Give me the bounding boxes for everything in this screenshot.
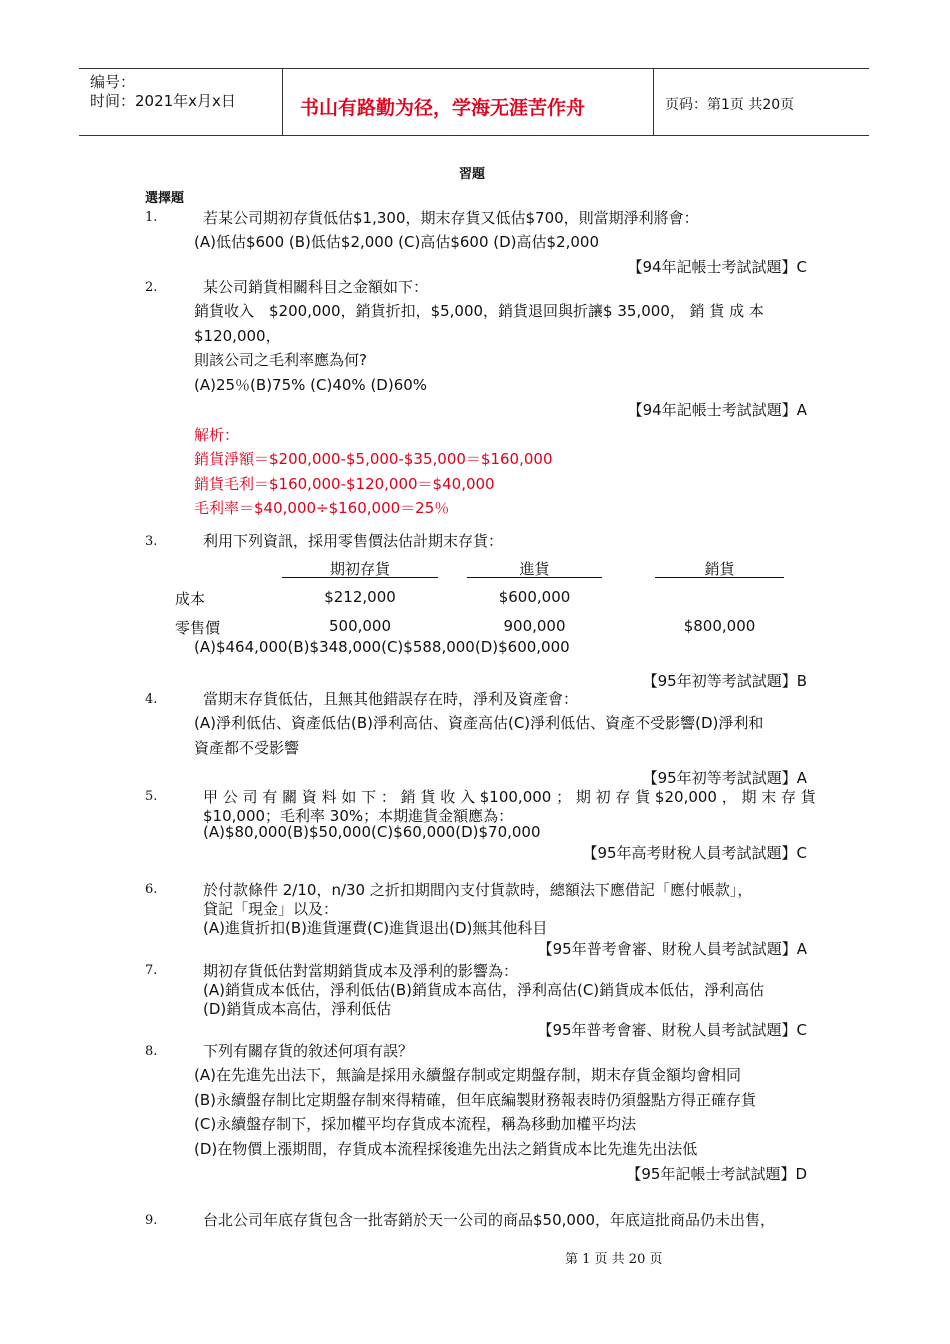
table-cell: $212,000 [324,588,396,606]
section-heading: 選擇題 [145,191,185,206]
table-row-label: 成本 [175,590,206,608]
question-number: 5. [145,789,158,804]
question-number: 1. [145,210,158,225]
analysis-line: 銷貨毛利＝$160,000-$120,000＝$40,000 [194,475,495,493]
code-label: 编号： [90,73,136,91]
question-options: (A)銷貨成本低估，淨利低估(B)銷貨成本高估，淨利高估(C)銷貨成本低估，淨利高估 [203,981,765,999]
question-source: 【95年普考會審、財稅人員考試試題】C [537,1021,807,1039]
question-text: 當期末存貨低估，且無其他錯誤存在時，淨利及資產會： [203,690,579,708]
question-text: 於付款條件 2/10，n/30 之折扣期間內支付貨款時，總額法下應借記「應付帳款」， [203,881,753,899]
analysis-line: 銷貨淨額＝$200,000-$5,000-$35,000＝$160,000 [194,450,553,468]
question-source: 【95年初等考試試題】A [642,769,807,787]
question-number: 8. [145,1044,158,1059]
table-header-underline [655,577,784,578]
question-text: 利用下列資訊，採用零售價法估計期末存貨： [203,532,504,550]
question-text: 下列有關存貨的敘述何項有誤？ [203,1042,414,1060]
question-text: $10,000；毛利率 30%；本期進貨金額應為： [203,807,514,825]
question-option: (D)在物價上漲期間，存貨成本流程採後進先出法之銷貨成本比先進先出法低 [194,1140,698,1158]
question-number: 4. [145,692,158,707]
table-header: 期初存貨 [329,560,390,578]
question-options: (A)$464,000(B)$348,000(C)$588,000(D)$600,000 [194,638,570,656]
question-option: (B)永續盤存制比定期盤存制來得精確，但年底編製財務報表時仍須盤點方得正確存貨 [194,1091,756,1109]
question-number: 3. [145,534,158,549]
table-cell: 500,000 [328,617,392,635]
header-bottom-border [79,135,869,136]
question-number: 9. [145,1213,158,1228]
header-top-border [79,68,869,69]
question-options: (D)銷貨成本高估，淨利低估 [203,1000,392,1018]
header-divider-2 [653,68,654,135]
question-options: (A)進貨折扣(B)進貨運費(C)進貨退出(D)無其他科目 [203,919,548,937]
motto: 书山有路勤为径，学海无涯苦作舟 [300,97,586,119]
question-number: 6. [145,882,158,897]
table-row-label: 零售價 [175,619,221,637]
question-source: 【94年記帳士考試試題】A [627,401,807,419]
question-options: (A)低估$600 (B)低估$2,000 (C)高估$600 (D)高估$2,000 [194,233,600,251]
question-options: 資產都不受影響 [194,739,300,757]
table-cell: 900,000 [503,617,566,635]
header-divider-1 [282,68,283,135]
table-header: 銷貨 [704,560,735,578]
page-info: 页码：第1页 共20页 [665,97,795,113]
question-text: 若某公司期初存貨低估$1,300，期末存貨又低估$700，則當期淨利將會： [203,209,699,227]
question-text: 台北公司年底存貨包含一批寄銷於天一公司的商品$50,000，年底這批商品仍未出售， [203,1211,776,1229]
question-line: 則該公司之毛利率應為何? [194,351,367,369]
date-label: 时间：2021年x月x日 [90,92,236,110]
question-option: (A)在先進先出法下，無論是採用永續盤存制或定期盤存制，期末存貨金額均會相同 [194,1066,741,1084]
question-options: (A)淨利低估、資產低估(B)淨利高估、資產高估(C)淨利低估、資產不受影響(D)淨利和 [194,714,764,732]
page-footer: 第 1 页 共 20 页 [565,1252,663,1267]
question-number: 7. [145,963,158,978]
question-source: 【95年初等考試試題】B [642,672,807,690]
question-source: 【94年記帳士考試試題】C [627,258,807,276]
table-header-underline [282,577,438,578]
question-text: 甲 公 司 有 關 資 料 如 下 ： 銷 貨 收 入 $100,000 ； 期 初 存 貨 $20,000 ， 期 末 存 貨 [203,788,816,806]
page-title: 習題 [459,167,486,182]
table-cell: $600,000 [498,588,571,606]
table-header: 進貨 [519,560,550,578]
question-line: $120,000， [194,327,281,345]
analysis-label: 解析： [194,426,240,444]
question-line: 銷貨收入 $200,000，銷貨折扣，$5,000，銷貨退回與折讓$ 35,000， 銷 貨 成 本 [194,302,764,320]
question-source: 【95年高考財稅人員考試試題】C [582,844,807,862]
question-source: 【95年記帳士考試試題】D [626,1165,807,1183]
question-text: 某公司銷貨相關科目之金額如下： [203,278,429,296]
question-number: 2. [145,280,158,295]
question-text: 期初存貨低估對當期銷貨成本及淨利的影響為： [203,962,519,980]
analysis-line: 毛利率＝$40,000÷$160,000＝25％ [194,499,450,517]
question-text: 貸記「現金」以及： [203,900,339,918]
table-header-underline [467,577,602,578]
table-cell: $800,000 [683,617,756,635]
question-option: (C)永續盤存制下，採加權平均存貨成本流程，稱為移動加權平均法 [194,1115,637,1133]
question-source: 【95年普考會審、財稅人員考試試題】A [537,940,807,958]
question-options: (A)$80,000(B)$50,000(C)$60,000(D)$70,000 [203,823,541,841]
question-options: (A)25％(B)75% (C)40% (D)60% [194,376,428,394]
